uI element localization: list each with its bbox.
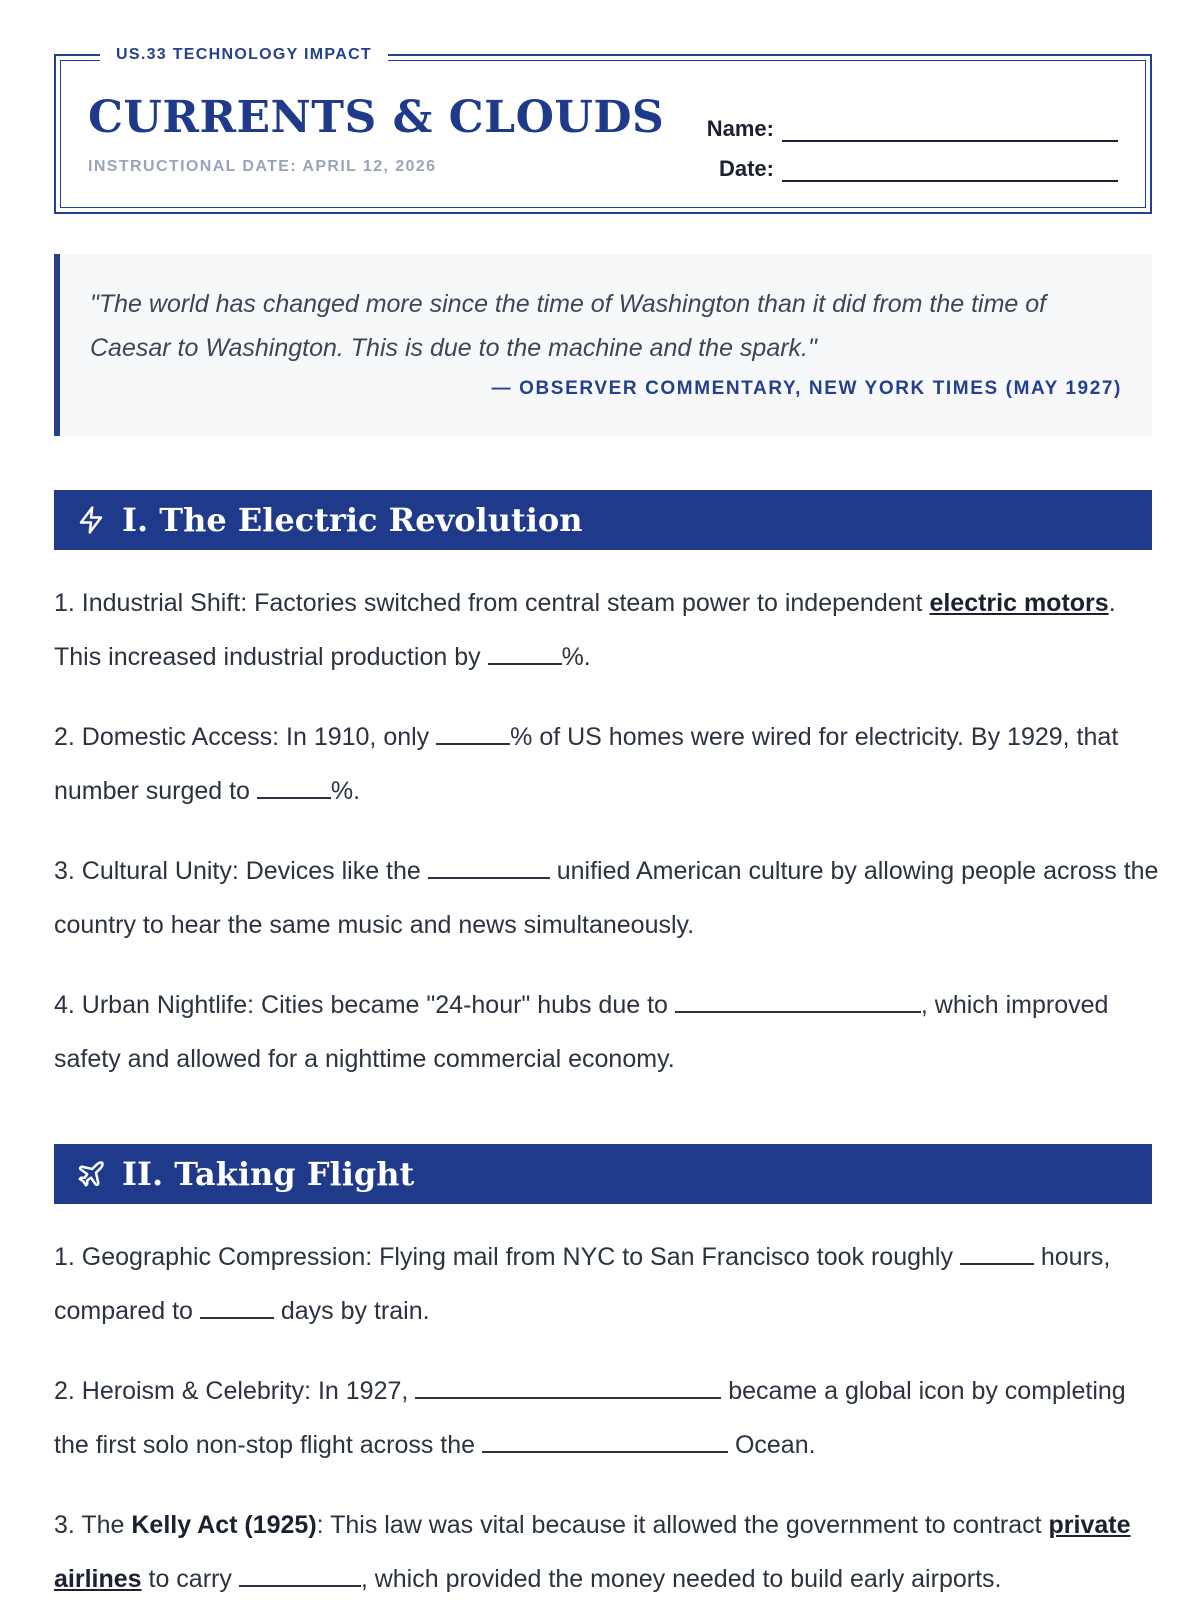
question-text: 1. Industrial Shift: Factories switched from central steam power to independent	[54, 589, 930, 617]
answer-blank[interactable]	[482, 1431, 728, 1453]
course-tag: US.33 TECHNOLOGY IMPACT	[100, 45, 388, 65]
quote-text: "The world has changed more since the time of Washington than it did from the time of Caesar to Washington. This is due to the machine and the spark."	[90, 290, 1047, 362]
answer-blank[interactable]	[488, 643, 562, 665]
question-text: %.	[561, 643, 591, 671]
question-text: 3. Cultural Unity: Devices like the	[54, 857, 428, 885]
question-text: , which provided the money needed to build early airports.	[360, 1565, 1002, 1593]
quote-block	[54, 254, 1152, 436]
section-header-taking-flight	[54, 1144, 1152, 1204]
answer-blank[interactable]	[436, 723, 510, 745]
name-label: Name:	[706, 116, 774, 141]
question-text: %.	[330, 777, 361, 805]
date-field-row	[707, 142, 1118, 182]
question-item	[54, 1364, 1164, 1472]
answer-blank[interactable]	[428, 857, 550, 879]
name-field-row	[707, 102, 1118, 142]
question-item	[54, 978, 1164, 1086]
date-label: Date:	[718, 156, 774, 181]
question-item	[54, 1498, 1164, 1600]
question-text: 2. Domestic Access: In 1910, only	[54, 723, 437, 751]
question-item	[54, 844, 1164, 952]
question-text: 1. Geographic Compression: Flying mail from NYC to San Francisco took roughly	[54, 1243, 960, 1271]
student-fields	[707, 102, 1118, 182]
question-text: days by train.	[273, 1297, 430, 1325]
question-text: unified American culture by allowing people across the country to hear the same music and news simultaneously.	[54, 857, 1159, 939]
section-title: I. The Electric Revolution	[122, 501, 583, 539]
section-header-electric-revolution	[54, 490, 1152, 550]
airplane-icon	[76, 1159, 106, 1189]
question-text: % of US homes were wired for electricity. By 1929, that number surged to	[54, 723, 1119, 805]
taking-flight-questions	[54, 1230, 1164, 1600]
question-item	[54, 710, 1164, 818]
answer-blank[interactable]	[675, 991, 921, 1013]
key-term: private airlines	[54, 1511, 1131, 1593]
instructional-date: INSTRUCTIONAL DATE: APRIL 12, 2026	[88, 158, 437, 175]
answer-blank[interactable]	[257, 777, 331, 799]
question-text: 3. The	[54, 1511, 132, 1539]
answer-blank[interactable]	[239, 1565, 361, 1587]
question-text: 2. Heroism & Celebrity: In 1927,	[54, 1377, 416, 1405]
question-text: 4. Urban Nightlife: Cities became "24-hour" hubs due to	[54, 991, 675, 1019]
question-text: hours, compared to	[54, 1243, 1111, 1325]
worksheet-header	[54, 46, 1152, 214]
question-text: . This increased industrial production by	[54, 589, 1116, 671]
name-field[interactable]	[782, 118, 1118, 142]
key-term: electric motors	[929, 589, 1109, 617]
question-text: Ocean.	[728, 1431, 816, 1459]
question-item	[54, 1230, 1164, 1338]
question-text: to carry	[141, 1565, 239, 1593]
question-item	[54, 576, 1164, 684]
question-text: became a global icon by completing the first solo non-stop flight across the	[54, 1377, 1126, 1459]
date-field[interactable]	[782, 158, 1118, 182]
law-name: Kelly Act (1925)	[131, 1511, 317, 1539]
answer-blank[interactable]	[960, 1243, 1034, 1265]
section-title: II. Taking Flight	[122, 1155, 415, 1193]
answer-blank[interactable]	[415, 1377, 721, 1399]
question-text: : This law was vital because it allowed the government to contract	[316, 1511, 1049, 1539]
worksheet-title: CURRENTS & CLOUDS	[88, 92, 665, 143]
electric-revolution-questions	[54, 576, 1164, 1112]
quote-attribution: — OBSERVER COMMENTARY, NEW YORK TIMES (MAY 1927)	[491, 378, 1122, 399]
answer-blank[interactable]	[200, 1297, 274, 1319]
question-text: , which improved safety and allowed for a nighttime commercial economy.	[54, 991, 1109, 1073]
lightning-icon	[76, 505, 106, 535]
